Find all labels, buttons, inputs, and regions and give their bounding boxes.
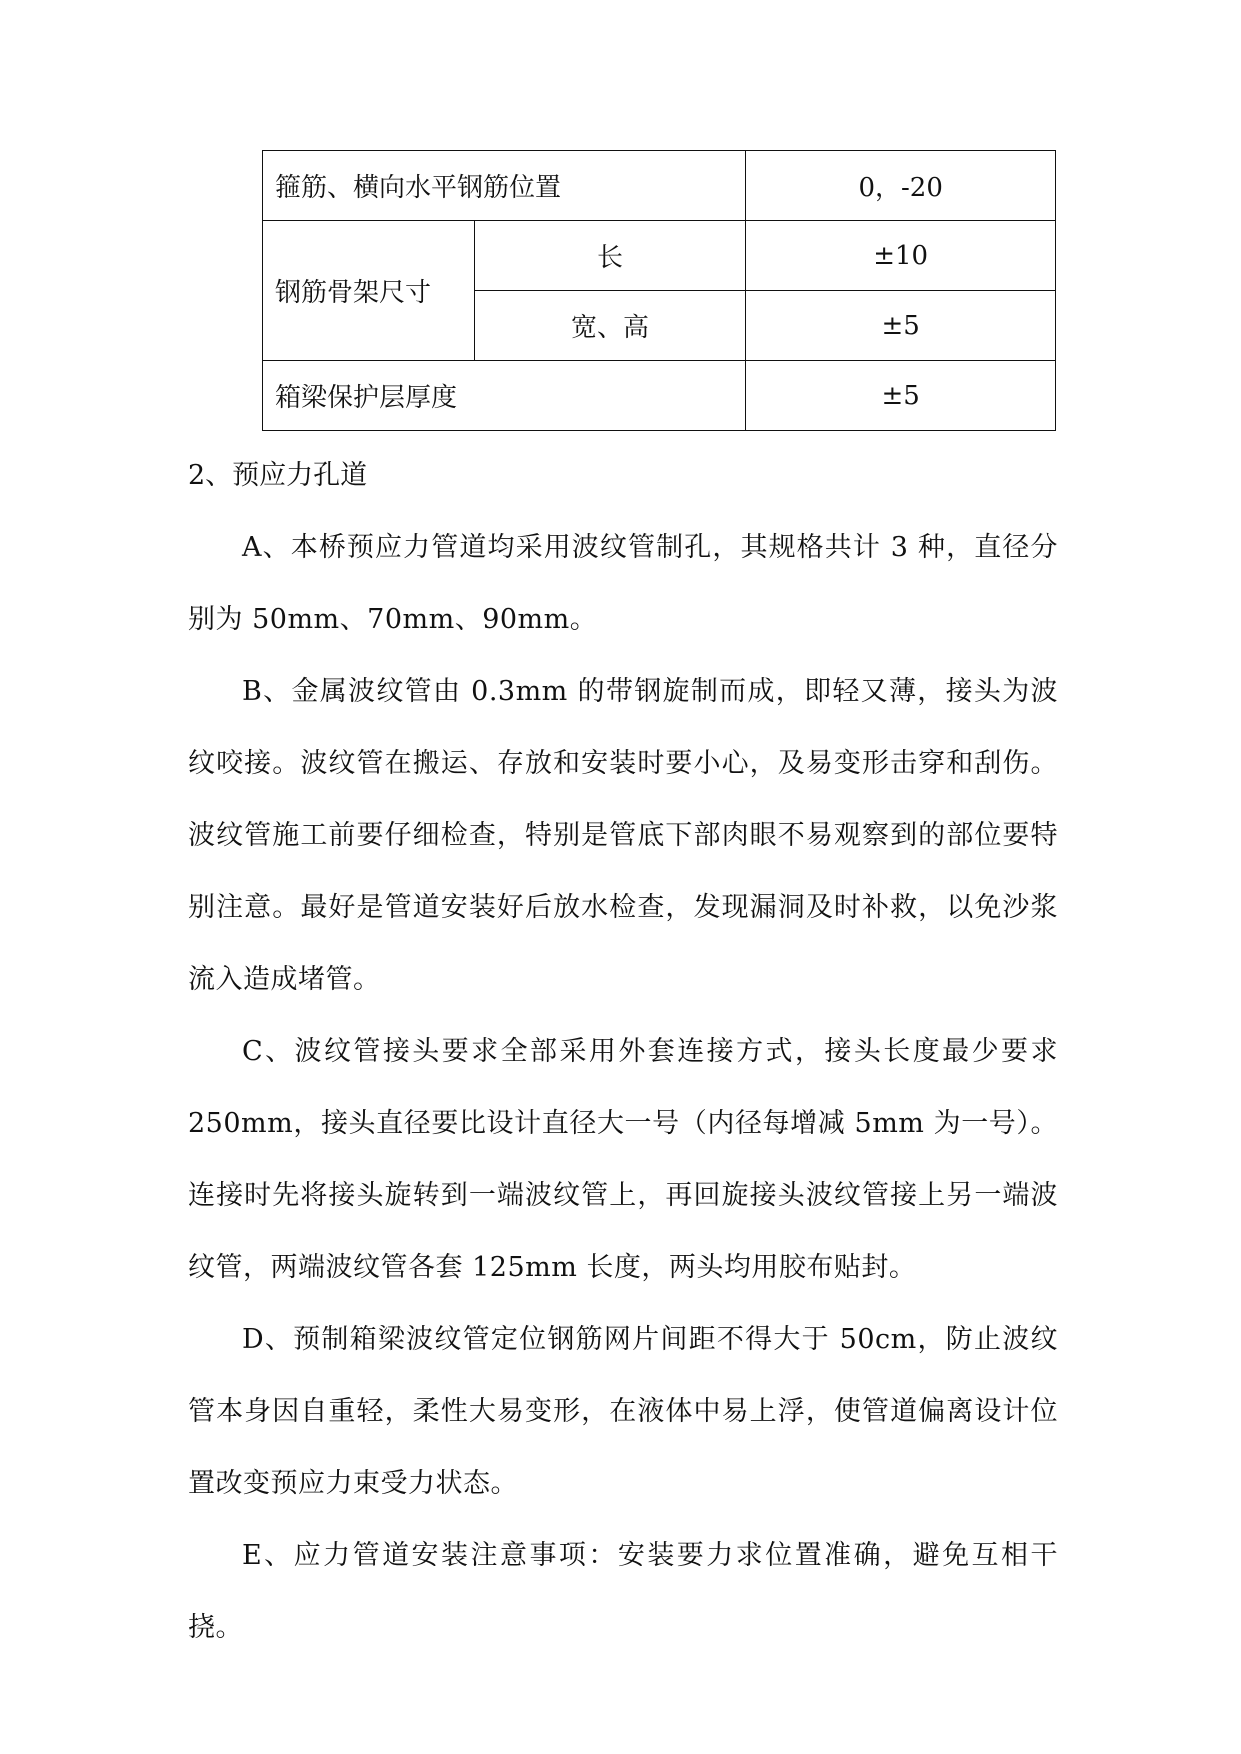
table-row [263,361,1056,431]
tolerance-table [262,150,1056,431]
table-cell-sublabel: 长 [474,221,746,291]
table-cell-value: ±10 [746,221,1056,291]
section-body [188,512,1058,1664]
table-cell-value: ±5 [746,361,1056,431]
paragraph-d: D、预制箱梁波纹管定位钢筋网片间距不得大于 50cm，防止波纹管本身因自重轻，柔性大易变形，在液体中易上浮，使管道偏离设计位置改变预应力束受力状态。 [188,1324,1058,1499]
table-cell-sublabel: 宽、高 [474,291,746,361]
table-cell-label: 箍筋、横向水平钢筋位置 [263,151,746,221]
paragraph-a: A、本桥预应力管道均采用波纹管制孔，其规格共计 3 种，直径分别为 50mm、70mm、90mm。 [188,532,1058,635]
table-cell-value: ±5 [746,291,1056,361]
paragraph-c: C、波纹管接头要求全部采用外套连接方式，接头长度最少要求 250mm，接头直径要比设计直径大一号（内径每增减 5mm 为一号）。连接时先将接头旋转到一端波纹管上，再回旋接头波纹管接上另一端波纹管，两端波纹管各套 125mm 长度，两头均用胶布贴封。 [188,1036,1058,1283]
paragraph-e: E、应力管道安装注意事项：安装要力求位置准确，避免互相干挠。 [188,1540,1058,1643]
paragraph-b: B、金属波纹管由 0.3mm 的带钢旋制而成，即轻又薄，接头为波纹咬接。波纹管在搬运、存放和安装时要小心，及易变形击穿和刮伤。波纹管施工前要仔细检查，特别是管底下部肉眼不易观察到的部位要特别注意。最好是管道安装好后放水检查，发现漏洞及时补救，以免沙浆流入造成堵管。 [188,676,1058,995]
table-row [263,221,1056,291]
section-heading: 2、预应力孔道 [188,460,368,491]
table-cell-label: 箱梁保护层厚度 [263,361,746,431]
table-row [263,151,1056,221]
table-cell-value: 0，-20 [746,151,1056,221]
table-cell-label: 钢筋骨架尺寸 [263,221,475,361]
